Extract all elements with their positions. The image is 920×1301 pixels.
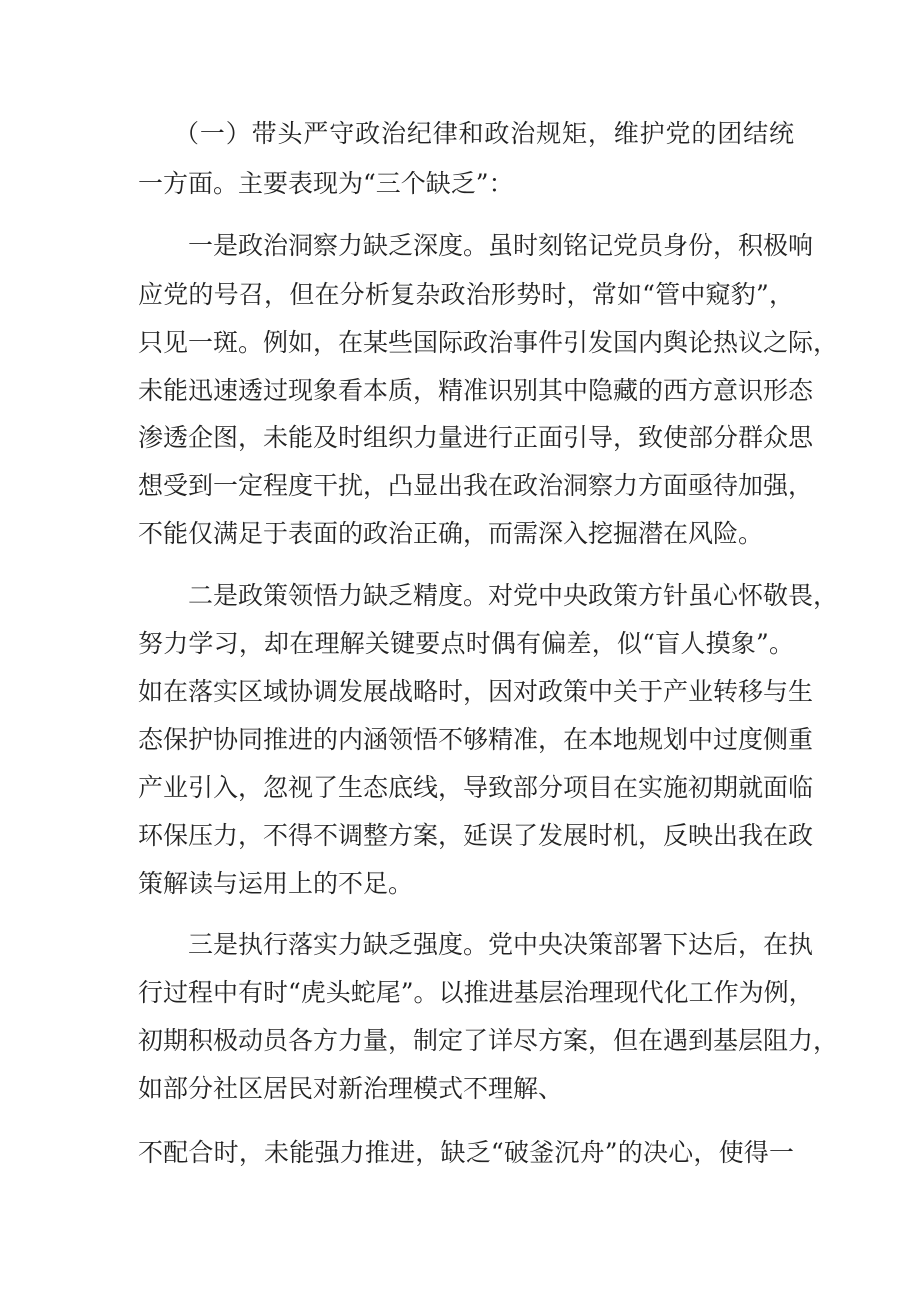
- paragraph-3-line-2: 行过程中有时“虎头蛇尾”。以推进基层治理现代化工作为例，: [138, 978, 814, 1007]
- paragraph-1-line-5: 渗透企图，未能及时组织力量进行正面引导，致使部分群众思: [138, 423, 814, 452]
- paragraph-1-line-1: 一是政治洞察力缺乏深度。虽时刻铭记党员身份，积极响: [188, 231, 814, 260]
- paragraph-1-line-3: 只见一斑。例如，在某些国际政治事件引发国内舆论热议之际，: [138, 328, 839, 357]
- paragraph-2-line-2: 努力学习，却在理解关键要点时偶有偏差，似“盲人摸象”。: [138, 629, 794, 658]
- paragraph-2-line-1: 二是政策领悟力缺乏精度。对党中央政策方针虽心怀敬畏，: [188, 581, 839, 610]
- section-heading-line-2: 一方面。主要表现为“三个缺乏”：: [138, 169, 514, 198]
- paragraph-2-line-3: 如在落实区域协调发展战略时，因对政策中关于产业转移与生: [138, 677, 814, 706]
- paragraph-3-line-3: 初期积极动员各方力量，制定了详尽方案，但在遇到基层阻力，: [138, 1026, 839, 1055]
- paragraph-2-line-4: 态保护协同推进的内涵领悟不够精准，在本地规划中过度侧重: [138, 725, 814, 754]
- paragraph-1-line-2: 应党的号召，但在分析复杂政治形势时，常如“管中窥豹”，: [138, 280, 794, 309]
- paragraph-3-line-4: 如部分社区居民对新治理模式不理解、: [138, 1074, 564, 1103]
- paragraph-1-line-4: 未能迅速透过现象看本质，精准识别其中隐藏的西方意识形态: [138, 376, 814, 405]
- paragraph-1-line-6: 想受到一定程度干扰，凸显出我在政治洞察力方面亟待加强，: [138, 471, 814, 500]
- paragraph-4-line-1: 不配合时，未能强力推进，缺乏“破釜沉舟”的决心，使得一: [138, 1138, 794, 1167]
- paragraph-2-line-5: 产业引入，忽视了生态底线，导致部分项目在实施初期就面临: [138, 773, 814, 802]
- paragraph-3-line-1: 三是执行落实力缺乏强度。党中央决策部署下达后，在执: [188, 930, 814, 959]
- paragraph-2-line-6: 环保压力，不得不调整方案，延误了发展时机，反映出我在政: [138, 821, 814, 850]
- paragraph-2-line-7: 策解读与运用上的不足。: [138, 869, 414, 898]
- paragraph-1-line-7: 不能仅满足于表面的政治正确，而需深入挖掘潜在风险。: [138, 519, 764, 548]
- section-heading-line-1: （一）带头严守政治纪律和政治规矩，维护党的团结统: [174, 119, 794, 148]
